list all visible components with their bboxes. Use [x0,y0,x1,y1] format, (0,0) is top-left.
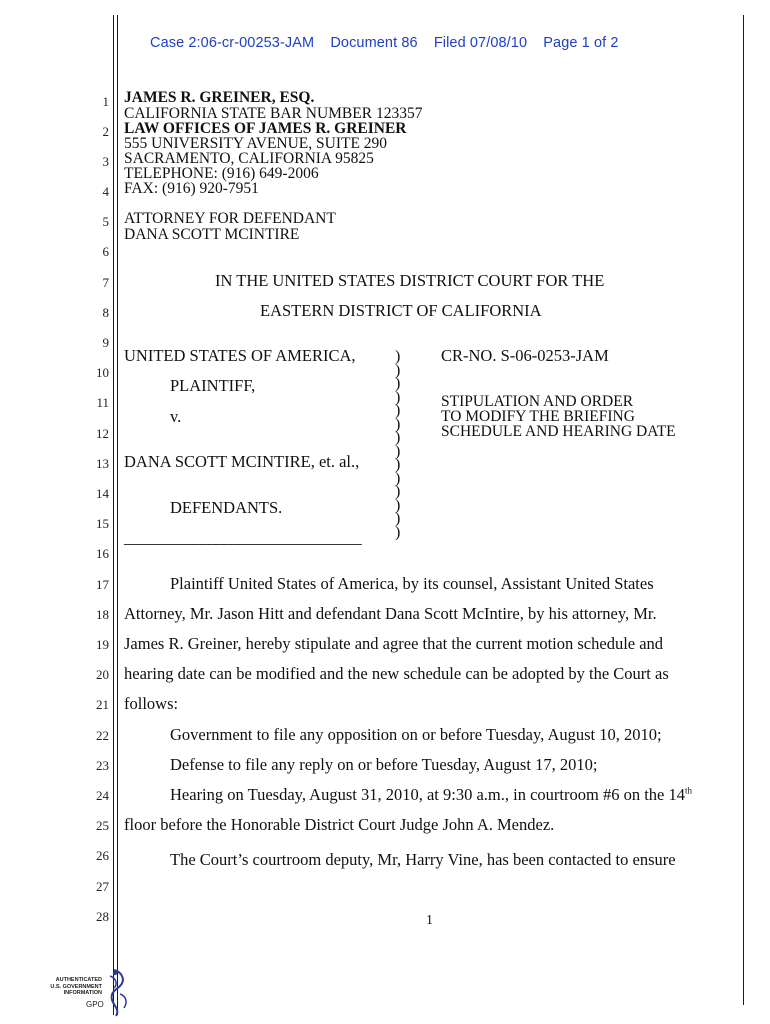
line-number: 12 [96,426,109,441]
document-title-line-2: TO MODIFY THE BRIEFING [441,408,635,425]
line-number: 28 [96,909,109,924]
document-number-stamp: Document 86 [330,35,418,51]
left-margin-rule-inner [117,15,118,1015]
line-number: 6 [102,244,109,259]
hearing-text-continued: floor before the Honorable District Court Judge John A. Mendez. [124,815,555,834]
caption-paren: ) [395,361,401,379]
filed-date-stamp: Filed 07/08/10 [433,35,528,51]
line-number: 25 [96,818,109,833]
attorney-bar-number: CALIFORNIA STATE BAR NUMBER 123357 [124,105,423,122]
page-number: 1 [426,913,433,928]
attorney-name: JAMES R. GREINER, ESQ. [124,89,315,106]
line-number: 13 [96,456,109,471]
caption-paren: ) [395,469,401,487]
court-title-line-2: EASTERN DISTRICT OF CALIFORNIA [260,301,542,320]
caption-paren: ) [395,429,401,446]
line-number: 8 [102,305,109,320]
line-number: 16 [96,546,109,561]
seal-text [40,977,102,997]
caption-underline: _______________________________ [124,528,362,547]
defendant-name: DANA SCOTT MCINTIRE, et. al., [124,452,360,471]
attorney-client: DANA SCOTT MCINTIRE [124,226,300,243]
caption-paren: ) [395,348,401,365]
caption-paren: ) [395,456,401,473]
caption-paren: ) [395,483,401,500]
attorney-role: ATTORNEY FOR DEFENDANT [124,210,336,227]
line-number: 26 [96,848,109,863]
seal-gpo-label: GPO [86,1000,104,1009]
line-number: 27 [96,879,109,894]
body-line: James R. Greiner, hereby stipulate and agree that the current motion schedule and [124,634,664,653]
schedule-item-hearing [170,785,692,805]
line-number: 5 [102,214,109,229]
seal-line: U.S. GOVERNMENT [50,983,102,990]
line-number: 14 [96,486,109,501]
document-title-line-1: STIPULATION AND ORDER [441,393,634,410]
line-number: 19 [96,637,109,652]
case-number-stamp: Case 2:06-cr-00253-JAM [150,35,315,51]
schedule-item-reply: Defense to file any reply on or before Tuesday, August 17, 2010; [170,755,598,774]
caption-paren: ) [395,496,401,514]
body-line: Attorney, Mr. Jason Hitt and defendant Dana Scott McIntire, by his attorney, Mr. [124,604,657,623]
line-number: 10 [96,365,109,380]
caption-paren: ) [395,415,401,433]
court-filing-header [150,35,631,51]
caption-paren: ) [395,402,401,419]
seal-line: AUTHENTICATED [55,977,102,983]
caption-paren: ) [395,510,401,527]
case-number: CR-NO. S-06-0253-JAM [441,346,609,365]
firm-telephone: TELEPHONE: (916) 649-2006 [124,165,319,182]
line-number: 20 [96,667,109,682]
line-number: 1 [102,94,109,109]
left-margin-rule-outer [113,15,114,1015]
line-number: 22 [96,728,109,743]
line-number: 4 [102,184,109,199]
caption-paren: ) [395,388,401,406]
hearing-text: Hearing on Tuesday, August 31, 2010, at 9:30 a.m., in courtroom #6 on the 14 [170,785,685,804]
gpo-authentication-seal [40,968,130,1020]
firm-city-address: SACRAMENTO, CALIFORNIA 95825 [124,150,374,167]
caption-paren: ) [395,442,401,460]
line-number: 23 [96,758,109,773]
line-number: 3 [102,154,109,169]
schedule-item-opposition: Government to file any opposition on or before Tuesday, August 10, 2010; [170,725,662,744]
right-margin-rule [743,15,744,1005]
defendant-label: DEFENDANTS. [170,498,283,517]
line-number: 24 [96,788,109,803]
caption-paren: ) [395,523,401,541]
body-line: hearing date can be modified and the new schedule can be adopted by the Court as [124,664,669,683]
document-title-line-3: SCHEDULE AND HEARING DATE [441,423,676,440]
firm-fax: FAX: (916) 920-7951 [124,180,259,197]
plaintiff-label: PLAINTIFF, [170,376,256,395]
ordinal-superscript: th [684,785,692,796]
line-number: 9 [102,335,109,350]
body-line: Plaintiff United States of America, by its counsel, Assistant United States [170,574,654,593]
body-line: follows: [124,694,179,713]
line-number: 2 [102,124,109,139]
line-number: 11 [96,395,109,410]
versus-label: v. [170,407,182,426]
seal-line: INFORMATION [63,990,102,996]
law-firm-name: LAW OFFICES OF JAMES R. GREINER [124,120,407,137]
caption-paren: ) [395,375,401,392]
line-number: 7 [102,275,109,290]
line-number: 17 [96,577,109,592]
eagle-emblem-icon [102,968,132,1018]
firm-street-address: 555 UNIVERSITY AVENUE, SUITE 290 [124,135,388,152]
line-number: 18 [96,607,109,622]
line-number: 21 [96,697,109,712]
body-line: The Court’s courtroom deputy, Mr, Harry Vine, has been contacted to ensure [170,850,676,869]
line-number: 15 [96,516,109,531]
caption-paren-column [395,350,400,539]
page-count-stamp: Page 1 of 2 [543,35,619,51]
plaintiff-name: UNITED STATES OF AMERICA, [124,346,356,365]
court-title-line-1: IN THE UNITED STATES DISTRICT COURT FOR THE [215,271,605,290]
